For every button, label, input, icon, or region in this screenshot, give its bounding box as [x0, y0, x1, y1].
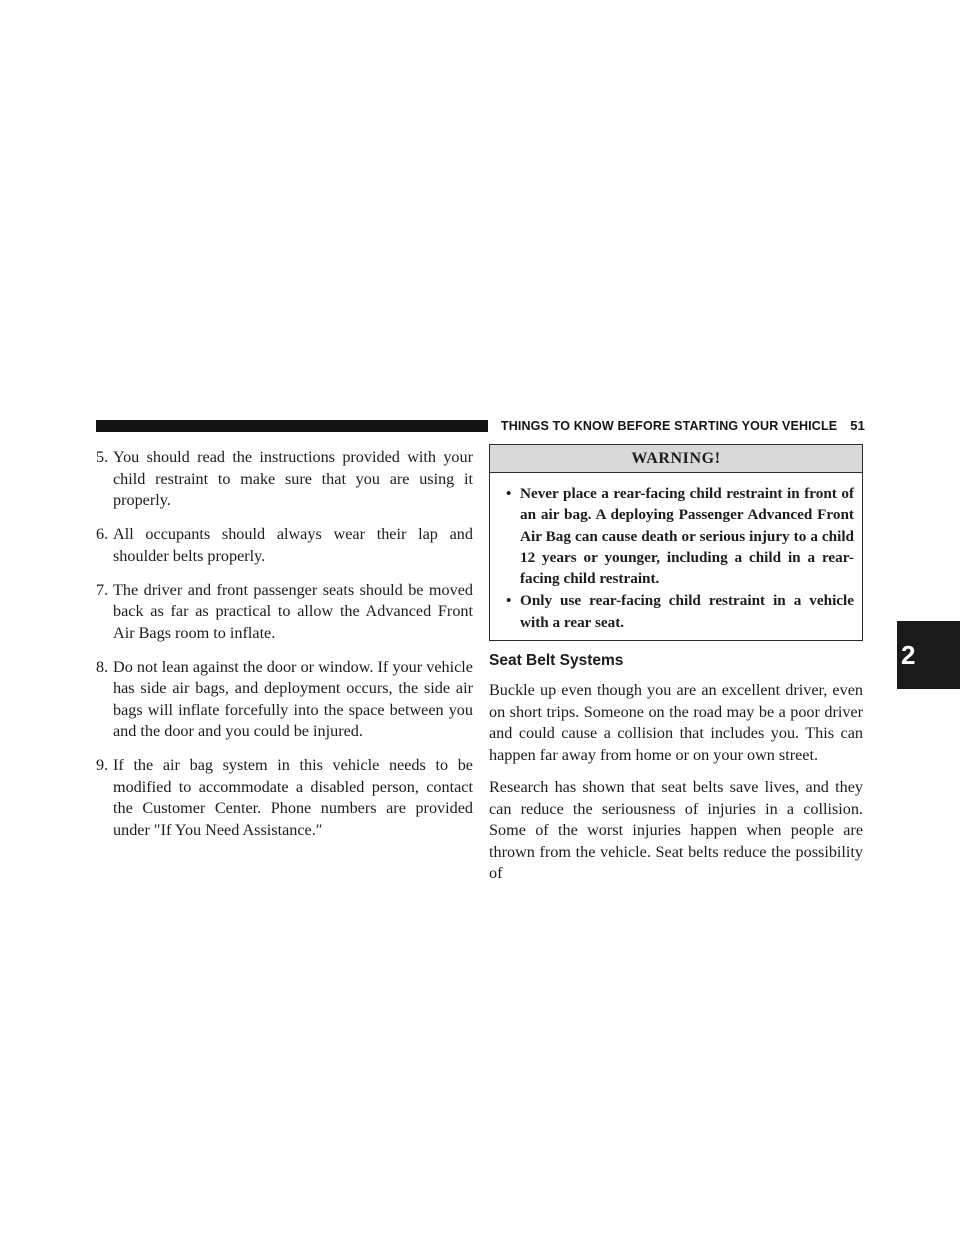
list-item-text: You should read the instructions provided with your child restraint to make sure that you are using it properly. — [113, 448, 473, 509]
list-item — [96, 524, 473, 567]
bullet-icon: • — [506, 592, 512, 610]
body-paragraph: Buckle up even though you are an excellent driver, even on short trips. Someone on the road may be a poor driver and could cause a collision that includes you. This can happen far away from home or on your own street. — [489, 681, 863, 764]
list-item-number: 5. — [96, 448, 109, 466]
warning-title: WARNING! — [490, 445, 862, 473]
chapter-number: 2 — [901, 639, 916, 670]
list-item-text: The driver and front passenger seats should be moved back as far as practical to allow the Advanced Front Air Bags room to inflate. — [113, 580, 473, 642]
left-column — [96, 447, 473, 854]
section-heading: Seat Belt Systems — [489, 652, 624, 670]
body-paragraph: Research has shown that seat belts save lives, and they can reduce the seriousness of injuries in a collision. Some of the worst injuries happen when people are thrown from the vehicle. Seat belts reduce the possibility of — [489, 778, 863, 883]
warning-bullet-text: Only use rear-facing child restraint in a vehicle with a rear seat. — [520, 592, 854, 631]
list-item-text: All occupants should always wear their lap and shoulder belts properly. — [113, 525, 473, 565]
list-item-number: 7. — [96, 580, 109, 599]
warning-bullet — [506, 483, 854, 589]
list-item — [96, 447, 473, 512]
running-header — [500, 418, 865, 433]
page-number: 51 — [850, 418, 865, 433]
bullet-icon: • — [506, 485, 512, 502]
warning-box — [489, 444, 863, 641]
list-item-number: 9. — [96, 756, 109, 774]
chapter-tab — [897, 621, 960, 689]
list-item — [96, 580, 473, 645]
warning-bullet-text: Never place a rear-facing child restraint in front of an air bag. A deploying Passenger Advanced Front Air Bag can cause death or serious injury to a child 12 years or younger, including a child in a rear-facing child restraint. — [520, 485, 854, 588]
list-item-number: 8. — [96, 657, 109, 676]
list-item — [96, 657, 473, 743]
header-title: THINGS TO KNOW BEFORE STARTING YOUR VEHICLE — [500, 419, 838, 433]
list-item-text: Do not lean against the door or window. If your vehicle has side air bags, and deployment occurs, the side air bags will inflate forcefully into the space between you and the door and you could be injured. — [113, 657, 473, 740]
warning-bullet — [506, 590, 854, 633]
right-column — [489, 444, 863, 896]
list-item-number: 6. — [96, 525, 109, 543]
list-item — [96, 755, 473, 841]
list-item-text: If the air bag system in this vehicle needs to be modified to accommodate a disabled person, contact the Customer Center. Phone numbers are provided under ″If You Need Assistance.″ — [113, 756, 473, 839]
warning-body — [490, 473, 862, 640]
header-rule — [96, 420, 488, 432]
